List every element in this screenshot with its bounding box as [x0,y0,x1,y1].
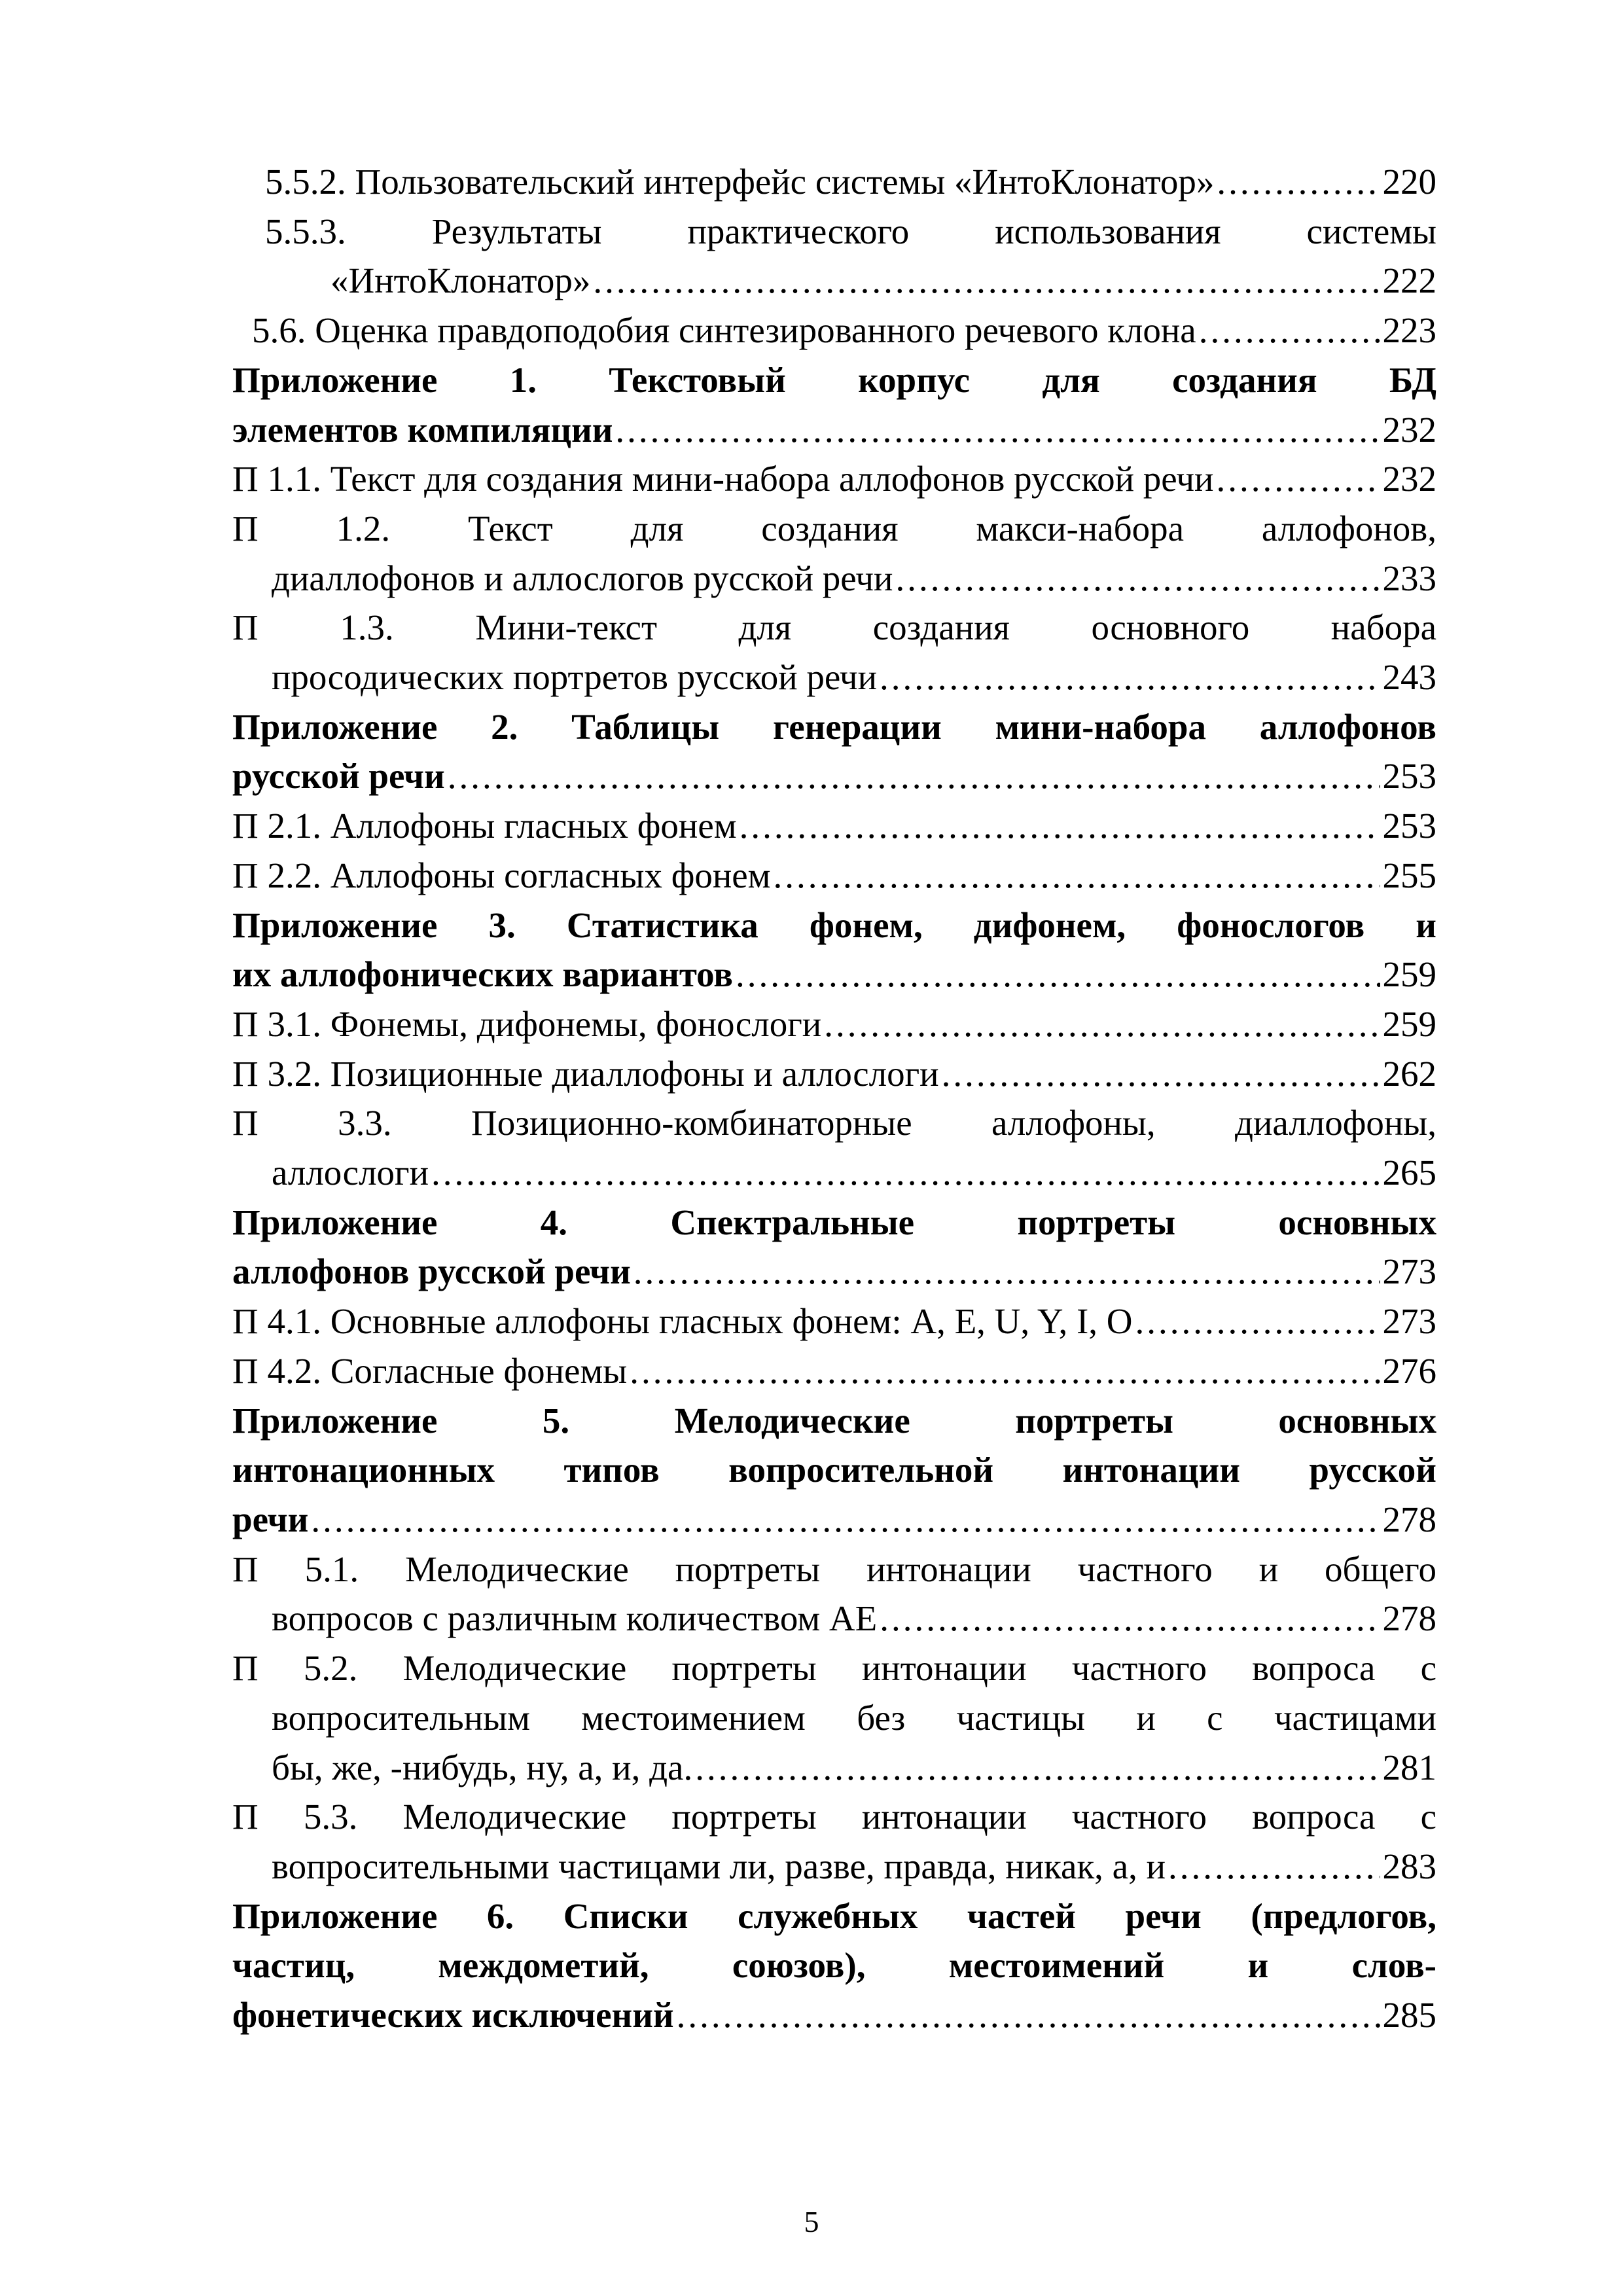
toc-entry-title-cont: диаллофонов и аллослогов русской речи [272,558,893,598]
dot-leader [1216,454,1380,504]
toc-page-number: 281 [1382,1747,1436,1787]
toc-entry-title-cont: их аллофонических вариантов [232,954,734,995]
toc-entry-title-cont: бы, же, -нибудь, ну, а, и, да. [272,1747,693,1787]
dot-leader [1199,306,1380,355]
toc-entry-p-5-3[interactable] [232,1792,1436,1891]
toc-entry-title-cont: элементов компиляции [232,409,613,450]
toc-entry-title: П 3.1. Фонемы, дифонемы, фонослоги [232,1003,822,1044]
toc-entry-title-cont: вопросов с различным количеством АЕ [272,1598,878,1639]
toc-entry-title: 5.5.3. Результаты практического использования системы [265,211,1436,251]
dot-leader [1217,157,1380,207]
toc-appendix-5[interactable] [232,1396,1436,1545]
toc-page-number: 222 [1382,260,1436,301]
toc-entry-title-cont: «ИнтоКлонатор» [330,260,591,301]
toc-page-number: 278 [1382,1499,1436,1539]
toc-entry-title: П 3.2. Позиционные диаллофоны и аллослоги [232,1053,939,1094]
toc-entry-title: Приложение 4. Спектральные портреты основных [232,1202,1436,1242]
dot-leader [880,1594,1380,1643]
toc-entry-title-cont: вопросительными частицами ли, разве, правда, никак, а, и [272,1846,1166,1886]
toc-entry-title-cont: речи [232,1499,309,1539]
toc-page-number: 232 [1382,459,1436,499]
toc-entry-title: П 5.3. Мелодические портреты интонации частного вопроса с [232,1797,1436,1837]
toc-entry-title: П 1.3. Мини-текст для создания основного набора [232,607,1436,648]
dot-leader [824,999,1380,1049]
toc-entry-title: П 2.2. Аллофоны согласных фонем [232,855,771,895]
toc-entry-p-1-3[interactable] [232,603,1436,702]
toc-entry-title: Приложение 5. Мелодические портреты основных [232,1400,1436,1441]
toc-appendix-6[interactable] [232,1892,1436,2040]
toc-page-number: 253 [1382,756,1436,797]
toc-entry-p-1-2[interactable] [232,504,1436,603]
dot-leader [895,554,1380,603]
toc-entry-p-3-1[interactable] [232,999,1436,1049]
toc-entry-5-5-2[interactable] [232,157,1436,207]
toc-page-number: 232 [1382,409,1436,450]
toc-entry-5-6[interactable] [232,306,1436,355]
dot-leader [633,1247,1380,1297]
toc-entry-p-5-2[interactable] [232,1643,1436,1792]
toc-entry-p-4-1[interactable] [232,1297,1436,1346]
toc-entry-5-5-3[interactable] [232,207,1436,306]
toc-entry-title-cont: вопросительным местоимением без частицы и с частицами [272,1697,1436,1738]
dot-leader [736,950,1380,999]
toc-entry-title: П 5.2. Мелодические портреты интонации частного вопроса с [232,1648,1436,1689]
toc-appendix-4[interactable] [232,1198,1436,1297]
toc-entry-p-4-2[interactable] [232,1346,1436,1396]
toc-entry-title: Приложение 2. Таблицы генерации мини-набора аллофонов [232,706,1436,747]
toc-entry-title: П 1.1. Текст для создания мини-набора аллофонов русской речи [232,459,1214,499]
toc-entry-title-cont: аллослоги [272,1153,429,1193]
toc-entry-title-cont: русской речи [232,756,445,797]
toc-entry-title: П 3.3. Позиционно-комбинаторные аллофоны, диаллофоны, [232,1103,1436,1143]
dot-leader [942,1049,1380,1099]
toc-page-number: 273 [1382,1251,1436,1292]
toc-entry-title: Приложение 1. Текстовый корпус для создания БД [232,359,1436,400]
toc-page-number: 220 [1382,162,1436,202]
toc-entry-title: П 5.1. Мелодические портреты интонации частного и общего [232,1549,1436,1589]
dot-leader [311,1495,1380,1545]
toc-entry-title: 5.5.2. Пользовательский интерфейс системы «ИнтоКлонатор» [265,162,1215,202]
toc-entry-p-1-1[interactable] [232,454,1436,504]
toc-entry-title-cont: частиц, междометий, союзов), местоимений и слов- [232,1945,1436,1986]
toc-page-number: 278 [1382,1598,1436,1639]
toc-entry-p-5-1[interactable] [232,1545,1436,1643]
toc-page-number: 259 [1382,954,1436,995]
toc-page-number: 262 [1382,1053,1436,1094]
toc-entry-title: П 2.1. Аллофоны гласных фонем [232,806,737,846]
toc-entry-title-cont: фонетических исключений [232,1995,674,2036]
toc-page-number: 276 [1382,1350,1436,1391]
dot-leader [593,256,1380,306]
dot-leader [630,1346,1380,1396]
toc-appendix-2[interactable] [232,702,1436,801]
toc-page-number: 285 [1382,1995,1436,2036]
toc-appendix-1[interactable] [232,355,1436,454]
dot-leader [677,1990,1380,2040]
dot-leader [1135,1297,1380,1346]
page-number: 5 [804,2205,819,2238]
toc-entry-title-cont: интонационных типов вопросительной интонации русской [232,1450,1436,1490]
toc-entry-p-2-2[interactable] [232,851,1436,901]
toc-page-number: 259 [1382,1003,1436,1044]
toc-entry-title: Приложение 3. Статистика фонем, дифонем, фонослогов и [232,905,1436,945]
toc-entry-title: Приложение 6. Списки служебных частей речи (предлогов, [232,1895,1436,1936]
table-of-contents [232,157,1436,2040]
dot-leader [773,851,1380,901]
dot-leader [1168,1842,1380,1892]
dot-leader [880,653,1380,702]
dot-leader [615,405,1380,455]
toc-entry-p-3-2[interactable] [232,1049,1436,1099]
dot-leader [431,1148,1380,1198]
toc-page-number: 233 [1382,558,1436,598]
toc-entry-p-3-3[interactable] [232,1098,1436,1197]
toc-page-number: 283 [1382,1846,1436,1886]
toc-entry-title-cont: аллофонов русской речи [232,1251,631,1292]
toc-entry-p-2-1[interactable] [232,801,1436,851]
toc-page-number: 243 [1382,657,1436,698]
toc-entry-title: П 4.1. Основные аллофоны гласных фонем: A, E, U, Y, I, O [232,1301,1133,1342]
toc-entry-title: П 4.2. Согласные фонемы [232,1350,628,1391]
toc-entry-title: П 1.2. Текст для создания макси-набора аллофонов, [232,508,1436,548]
toc-appendix-3[interactable] [232,901,1436,999]
dot-leader [740,801,1380,851]
toc-page-number: 253 [1382,806,1436,846]
toc-page-number: 223 [1382,310,1436,351]
toc-entry-title-cont: просодических портретов русской речи [272,657,878,698]
toc-entry-title: 5.6. Оценка правдоподобия синтезированного речевого клона [252,310,1196,351]
toc-page-number: 255 [1382,855,1436,895]
dot-leader [448,751,1380,801]
toc-page-number: 265 [1382,1153,1436,1193]
toc-page-number: 273 [1382,1301,1436,1342]
dot-leader [695,1743,1380,1793]
